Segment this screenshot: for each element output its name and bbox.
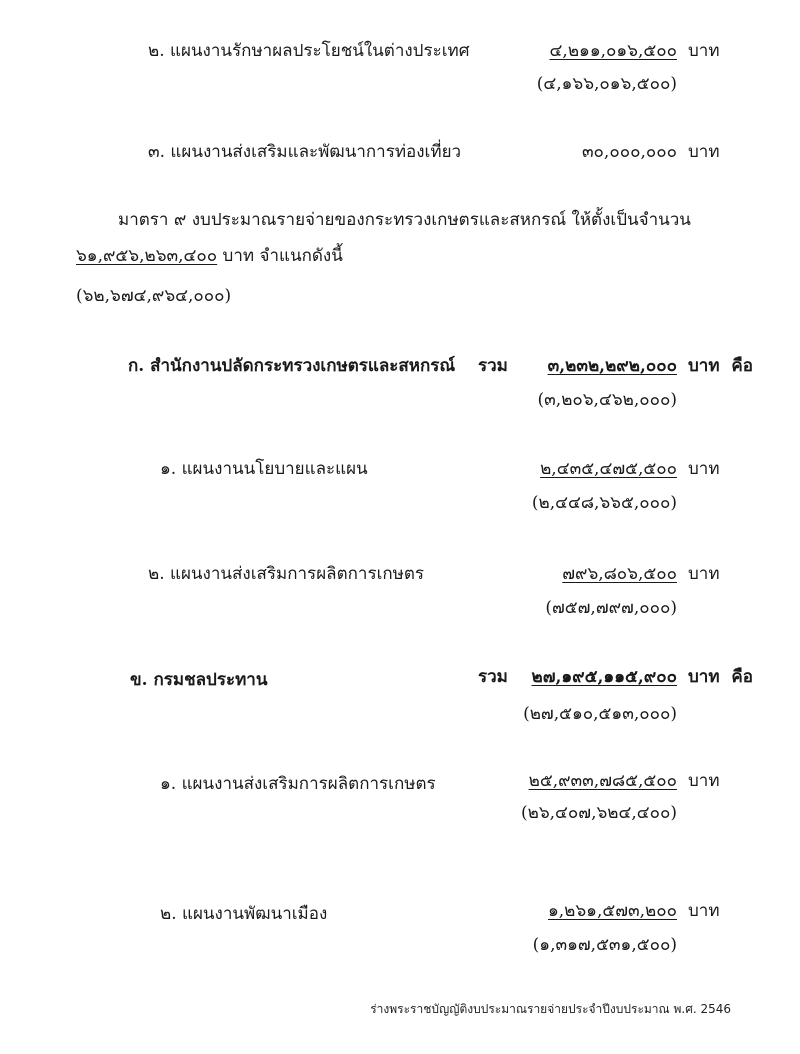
item-label: ๓. แผนงานส่งเสริมและพัฒนาการท่องเที่ยว [148,142,462,162]
agency-unit [688,666,753,688]
item-label: ๒. แผนงานรักษาผลประโยชน์ในต่างประเทศ [148,41,470,61]
item-amount: ๑,๒๖๑,๕๗๓,๒๐๐ [547,901,677,921]
item-unit: บาท [688,459,720,479]
agency-prev-amount: (๒๗,๕๑๐,๕๑๓,๐๐๐) [523,704,677,724]
agency-prev-amount: (๓,๒๐๖,๔๖๒,๐๐๐) [537,390,677,410]
item-prev-amount: (๒,๔๔๘,๖๖๕,๐๐๐) [531,493,677,513]
item-prev-amount: (๑,๓๑๗,๕๓๑,๕๐๐) [532,935,677,955]
page-footer: ร่างพระราชบัญญัติงบประมาณรายจ่ายประจำปีงบประมาณ พ.ศ. 2546 [370,1002,731,1016]
item-unit: บาท [688,142,720,162]
agency-title: ก. สำนักงานปลัดกระทรวงเกษตรและสหกรณ์ [128,356,456,376]
agency-suffix: คือ [731,667,753,687]
item-amount: ๓๐,๐๐๐,๐๐๐ [581,142,677,162]
item-amount: ๒๕,๙๓๓,๗๘๕,๕๐๐ [528,771,677,791]
agency-suffix: คือ [731,356,753,376]
article-text: มาตรา ๙ งบประมาณรายจ่ายของกระทรวงเกษตรและสหกรณ์ ให้ตั้งเป็นจำนวน [118,210,691,230]
item-label: ๑. แผนงานนโยบายและแผน [160,459,368,479]
agency-unit-text: บาท [688,667,720,687]
item-prev-amount: (๔,๑๖๖,๐๑๖,๕๐๐) [536,74,677,94]
agency-total-label: รวม [478,667,508,687]
item-label: ๒. แผนงานส่งเสริมการผลิตการเกษตร [148,564,425,584]
agency-amount: ๒๗,๑๙๕,๑๑๕,๙๐๐ [531,667,677,687]
article-total-amount: ๖๑,๙๕๖,๒๖๓,๔๐๐ [76,246,218,266]
item-amount: ๒,๔๓๕,๔๗๕,๕๐๐ [540,459,677,479]
item-unit: บาท [688,901,720,921]
agency-title: ข. กรมชลประทาน [130,670,268,690]
agency-total-label: รวม [478,356,508,376]
agency-unit [688,355,753,377]
item-unit: บาท [688,771,720,791]
item-unit: บาท [688,564,720,584]
item-label: ๑. แผนงานส่งเสริมการผลิตการเกษตร [160,774,436,794]
item-label: ๒. แผนงานพัฒนาเมือง [160,904,328,924]
article-line2-rest: บาท จำแนกดังนี้ [222,246,343,266]
item-prev-amount: (๗๕๗,๗๙๗,๐๐๐) [545,598,677,618]
item-amount: ๔,๒๑๑,๐๑๖,๕๐๐ [549,41,677,61]
article-prev-amount: (๖๒,๖๗๔,๙๖๔,๐๐๐) [76,286,232,306]
article-line2 [76,245,343,267]
item-prev-amount: (๒๖,๔๐๗,๖๒๔,๔๐๐) [521,803,677,823]
item-amount: ๗๙๖,๘๐๖,๕๐๐ [562,564,677,584]
agency-amount: ๓,๒๓๒,๒๙๒,๐๐๐ [547,356,677,376]
item-unit: บาท [688,41,720,61]
agency-unit-text: บาท [688,356,720,376]
